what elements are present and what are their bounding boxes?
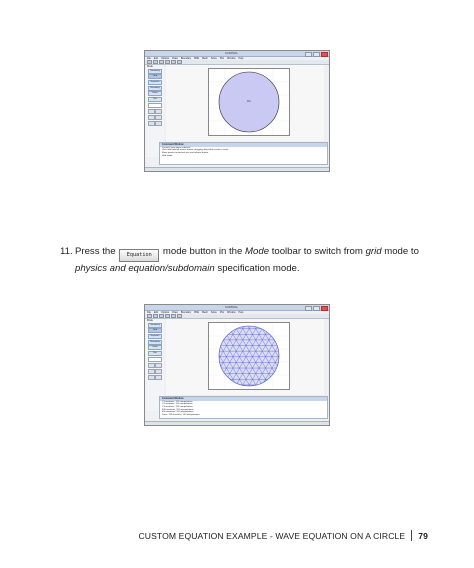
menu-draw: Draw xyxy=(172,311,178,314)
rectangle-tool-icon xyxy=(165,314,170,319)
domain-label: C1 xyxy=(247,99,251,103)
mesh-edge xyxy=(209,323,220,389)
tool-button xyxy=(155,375,162,381)
tool-button-grid xyxy=(148,109,162,127)
menu-options: Options xyxy=(160,311,170,314)
mode-label: Mode xyxy=(147,319,153,322)
circle-tool-icon xyxy=(171,60,176,65)
instruction-step xyxy=(60,245,430,277)
running-title: CUSTOM EQUATION EXAMPLE - WAVE EQUATION ON A CIRCLE xyxy=(138,530,406,541)
page-footer xyxy=(138,530,428,541)
menu-file: File xyxy=(147,311,151,314)
menu-options: Options xyxy=(160,57,170,60)
command-line: Move pointer to desired size and release button. xyxy=(162,151,209,154)
tool-button xyxy=(148,363,155,369)
menu-edit: Edit xyxy=(153,311,158,314)
mesh-edge xyxy=(279,323,289,389)
menu-plot: Plot xyxy=(219,311,224,314)
plot-axes xyxy=(208,322,290,390)
command-line: 400 iterations, 112 interpolations xyxy=(162,411,194,414)
command-window-title: Command Window xyxy=(160,397,327,401)
tool-button xyxy=(148,109,155,115)
open-icon xyxy=(153,314,158,319)
step-emphasis: physics and equation/subdomain xyxy=(75,263,215,274)
tool-button xyxy=(148,121,155,127)
menu-edit: Edit xyxy=(153,57,158,60)
mesh-edge xyxy=(209,323,219,389)
plot-mode-button: Plot xyxy=(148,97,162,102)
menu-solve: Solve xyxy=(210,57,217,60)
tool-button xyxy=(155,115,162,121)
footer-divider xyxy=(411,530,412,541)
step-text: specification mode. xyxy=(217,263,300,274)
step-text: Press the xyxy=(75,246,116,257)
geometry-canvas xyxy=(166,65,324,141)
screenshot-circle-geometry xyxy=(144,50,330,172)
mesh-plot xyxy=(209,323,289,389)
status-bar xyxy=(145,421,329,425)
step-emphasis: grid xyxy=(365,246,382,257)
step-text: mode to xyxy=(384,246,419,257)
tool-button xyxy=(155,109,162,115)
command-line: C1 iterations, 112 interpolations xyxy=(162,400,193,403)
solve-mode-button: Solve xyxy=(148,91,162,96)
sidebar-field xyxy=(148,357,162,362)
command-window xyxy=(159,142,328,165)
geometry-mode-button: Geometry xyxy=(148,323,162,328)
menu-window: Window xyxy=(226,311,236,314)
menu-solve: Solve xyxy=(210,311,217,314)
mesh-canvas xyxy=(166,319,324,395)
save-icon xyxy=(159,60,164,65)
tool-button xyxy=(148,369,155,375)
mesh-edge xyxy=(286,323,289,389)
menu-plot: Plot xyxy=(219,57,224,60)
menu-pde: PDE xyxy=(194,311,199,314)
menu-mesh: Mesh xyxy=(201,57,208,60)
mesh-edge xyxy=(209,323,214,389)
menu-boundary: Boundary xyxy=(180,57,192,60)
zoom-icon xyxy=(177,314,182,319)
circle-tool-icon xyxy=(171,314,176,319)
menu-mesh: Mesh xyxy=(201,311,208,314)
menu-draw: Draw xyxy=(172,57,178,60)
geometry-mode-button: Geometry xyxy=(148,69,162,74)
window-title: COMSOL xyxy=(225,51,239,55)
sidebar-field xyxy=(148,103,162,108)
command-line: Circle(s) have been selected. xyxy=(162,146,191,149)
tool-button xyxy=(148,375,155,381)
menu-file: File xyxy=(147,57,151,60)
save-icon xyxy=(159,314,164,319)
mesh-edge xyxy=(285,323,289,389)
mesh-edge xyxy=(209,323,213,389)
window-title: COMSOL xyxy=(225,305,239,309)
tool-button xyxy=(155,363,162,369)
menu-help: Help xyxy=(238,311,244,314)
tool-button-grid xyxy=(148,363,162,381)
menu-help: Help xyxy=(238,57,244,60)
plot-mode-button: Plot xyxy=(148,351,162,356)
page-number: 79 xyxy=(418,530,428,541)
step-emphasis: Mode xyxy=(245,246,270,257)
command-line: C3 iterations, 112 interpolations xyxy=(162,405,193,408)
screenshot-mesh xyxy=(144,304,330,426)
tool-button xyxy=(148,115,155,121)
open-icon xyxy=(153,60,158,65)
tool-button xyxy=(155,369,162,375)
status-bar xyxy=(145,167,329,171)
command-line: Grid mode. xyxy=(162,154,173,157)
command-line: Click and hold left mouse button, dragging above/left creates a circle. xyxy=(162,149,229,152)
boundary-mode-button: Boundary xyxy=(148,86,162,91)
command-line: Done. 116 iterations, 100 interpolations xyxy=(162,414,200,417)
equation-mode-button: Equation xyxy=(148,334,162,339)
step-text: mode button in the xyxy=(162,246,243,257)
grid-mode-button: Grid xyxy=(148,328,162,333)
menu-boundary: Boundary xyxy=(180,311,192,314)
mesh-edge xyxy=(279,323,290,389)
menu-window: Window xyxy=(226,57,236,60)
tool-button xyxy=(155,121,162,127)
equation-button-image: Equation xyxy=(119,249,159,262)
command-window-title: Command Window xyxy=(160,143,327,147)
equation-mode-button: Equation xyxy=(148,80,162,85)
command-line: 300 iterations, 112 interpolations xyxy=(162,408,194,411)
command-line: C2 iterations, 112 interpolations xyxy=(162,403,193,406)
new-icon xyxy=(147,314,152,319)
new-icon xyxy=(147,60,152,65)
step-number: 11. xyxy=(60,246,73,257)
step-text: toolbar to switch from xyxy=(271,246,363,257)
mode-label: Mode xyxy=(147,65,153,68)
solve-mode-button: Solve xyxy=(148,345,162,350)
plot-axes xyxy=(208,68,290,136)
command-window xyxy=(159,396,328,419)
grid-mode-button: Grid xyxy=(148,74,162,79)
zoom-icon xyxy=(177,60,182,65)
step-body xyxy=(60,245,430,277)
menu-pde: PDE xyxy=(194,57,199,60)
boundary-mode-button: Boundary xyxy=(148,340,162,345)
rectangle-tool-icon xyxy=(165,60,170,65)
